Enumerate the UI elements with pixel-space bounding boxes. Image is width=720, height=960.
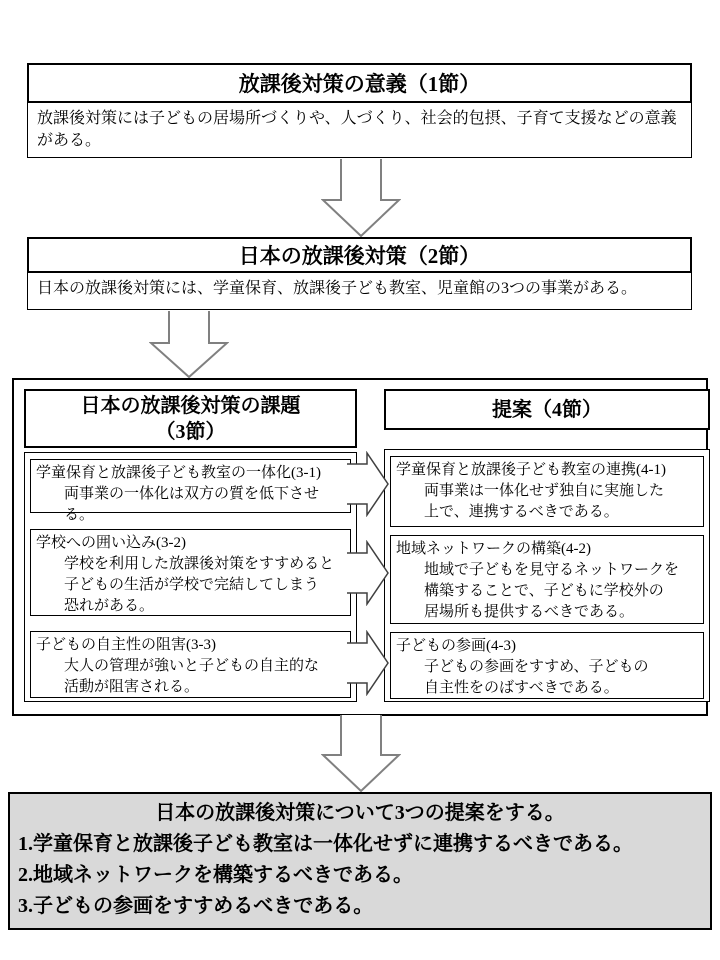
proposal-4-2-line: 居場所も提供するべきである。 xyxy=(424,604,635,620)
challenges-title-box xyxy=(24,389,357,448)
challenges-title-line2: （3節） xyxy=(155,420,226,443)
challenge-3-2-line: 子どもの生活が学校で完結してしまう xyxy=(64,577,320,593)
summary-item-2: 2.地域ネットワークを構築するべきである。 xyxy=(18,864,413,886)
summary-item-3: 3.子どもの参画をすすめるべきである。 xyxy=(18,895,374,917)
proposal-4-2-line: 地域で子どもを見守るネットワークを xyxy=(424,562,680,578)
down-arrow-icon xyxy=(321,159,401,238)
step1-title: 放課後対策の意義（1節） xyxy=(238,72,481,96)
challenge-3-2-title: 学校への囲い込み(3-2) xyxy=(36,535,186,551)
section3-4-container xyxy=(12,378,708,716)
challenges-title-line1: 日本の放課後対策の課題 xyxy=(80,394,301,417)
proposal-4-2-line: 構築することで、子どもに学校外の xyxy=(424,583,664,599)
summary-box xyxy=(8,792,712,930)
proposal-4-3-line: 子どもの参画をすすめ、子どもの xyxy=(424,659,649,675)
proposals-title-box xyxy=(384,389,710,430)
proposal-4-3-line: 自主性をのばすべきである。 xyxy=(424,680,619,696)
challenge-item-3-3 xyxy=(30,631,351,698)
challenge-3-3-line: 活動が阻害される。 xyxy=(64,679,200,695)
challenge-3-2-line: 恐れがある。 xyxy=(64,598,155,614)
summary-item-1: 1.学童保育と放課後子ども教室は一体化せずに連携するべきである。 xyxy=(18,833,633,855)
challenge-3-1-title: 学童保育と放課後子ども教室の一体化(3-1) xyxy=(36,465,321,481)
proposal-item-4-2 xyxy=(390,535,704,624)
challenges-group-box xyxy=(24,452,357,702)
challenge-3-3-line: 大人の管理が強いと子どもの自主的な xyxy=(64,658,320,674)
down-arrow-icon xyxy=(321,715,401,793)
proposal-4-2-title: 地域ネットワークの構築(4-2) xyxy=(396,541,591,557)
proposal-4-3-title: 子どもの参画(4-3) xyxy=(396,638,516,654)
proposal-4-1-line: 上で、連携するべきである。 xyxy=(424,504,619,520)
challenge-item-3-1 xyxy=(30,459,351,523)
down-arrow-icon xyxy=(149,311,229,379)
proposals-group-box xyxy=(384,449,710,702)
step2-title: 日本の放課後対策（2節） xyxy=(238,244,481,268)
step2-body-box xyxy=(27,273,692,310)
proposal-item-4-3 xyxy=(390,632,704,699)
proposal-4-1-title: 学童保育と放課後子ども教室の連携(4-1) xyxy=(396,462,666,478)
proposal-item-4-1 xyxy=(390,456,704,527)
step2-title-box xyxy=(27,237,692,273)
challenge-3-2-line: 学校を利用した放課後対策をすすめると xyxy=(64,556,335,572)
challenge-item-3-2 xyxy=(30,529,351,616)
step1-title-box xyxy=(27,63,692,103)
challenge-3-3-title: 子どもの自主性の阻害(3-3) xyxy=(36,637,216,653)
step2-body-text: 日本の放課後対策には、学童保育、放課後子ども教室、児童館の3つの事業がある。 xyxy=(37,280,638,297)
summary-heading: 日本の放課後対策について3つの提案をする。 xyxy=(155,802,565,824)
proposal-4-1-line: 両事業は一体化せず独自に実施した xyxy=(424,483,665,499)
challenge-3-1-line: 両事業の一体化は双方の質を低下させる。 xyxy=(64,486,320,523)
step1-body-box xyxy=(27,103,692,158)
step1-body-text: 放課後対策には子どもの居場所づくりや、人づくり、社会的包摂、子育て支援などの意義がある。 xyxy=(37,110,677,149)
proposals-title: 提案（4節） xyxy=(492,398,602,421)
